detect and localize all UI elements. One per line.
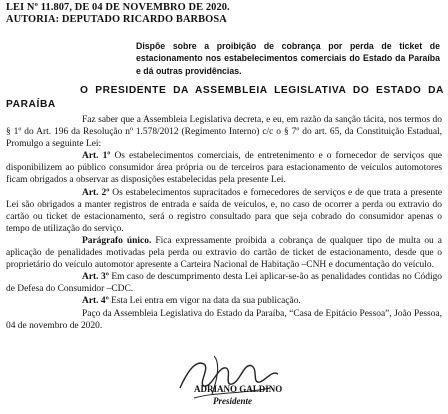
article-text: Os estabelecimentos supracitados e fornecedores de serviços e de que trata a presente Lei são obrigados a manter registros de entrada e saída de veículos, e, no caso de ocorrer a perda ou extravio do cartão ou ticket de estacionamento, será o registro consultado para que seja cobrado do consumidor apenas o tempo de utilização do serviço. bbox=[6, 187, 443, 234]
article-label: Art. 2º bbox=[82, 187, 110, 198]
article-text: Em caso de descumprimento desta Lei aplicar-se-ão as penalidades contidas no Código de Defesa do Consumidor –CDC. bbox=[6, 272, 443, 295]
intro-paragraph: Faz saber que a Assembleia Legislativa decreta, e eu, em razão da sanção tácita, nos termos do § 1º do Art. 196 da Resolução nº 1.578/2012 (Regimento Interno) c/c o § 7º do art. 65, da Constituição Estadual, Promulgo a seguinte Lei: bbox=[6, 115, 442, 150]
article-text: Esta Lei entra em vigor na data da sua publicação. bbox=[108, 296, 301, 307]
article-label: Art. 1º bbox=[82, 151, 111, 162]
article-3 bbox=[6, 271, 442, 295]
article-2 bbox=[6, 187, 442, 235]
article-label: Art. 4º bbox=[82, 296, 109, 307]
closing-paragraph: Paço da Assembleia Legislativa do Estado da Paraíba, “Casa de Epitácio Pessoa”, João Pessoa, 04 de novembro de 2020. bbox=[6, 308, 442, 331]
sole-paragraph bbox=[6, 235, 442, 271]
law-author: AUTORIA: DEPUTADO RICARDO BARBOSA bbox=[6, 14, 227, 25]
article-text: Fica expressamente proibida a cobrança de qualquer tipo de multa ou a aplicação de penalidades motivadas pela perda ou extravio do cartão de ticket de estacionamento, desde que o proprietário do veículo automotor apresente a Carteira Nacional de Habitação –CNH e documentação do veículo. bbox=[6, 235, 442, 271]
article-label: Parágrafo único. bbox=[82, 235, 152, 246]
article-4 bbox=[6, 295, 442, 307]
promulgation-heading: O PRESIDENTE DA ASSEMBLEIA LEGISLATIVA DO ESTADO DA PARAÍBA bbox=[6, 85, 444, 110]
law-body bbox=[6, 114, 442, 332]
article-1 bbox=[6, 150, 442, 186]
law-number: LEI Nº 11.807, DE 04 DE NOVEMBRO DE 2020. bbox=[6, 2, 230, 13]
article-text: Os estabelecimentos comerciais, de entretenimento e o fornecedor de serviços que disponibilizem ao público consumidor área própria ou de terceiros para estacionamento de veículos automotores ficam obrigados a observar as disposições estabelecidas pela presente Lei. bbox=[6, 151, 442, 186]
article-label: Art. 3º bbox=[82, 272, 109, 283]
signatory-name: ADRIANO GALDINO bbox=[194, 384, 283, 394]
signatory-title: Presidente bbox=[213, 396, 252, 406]
law-summary: Dispõe sobre a proibição de cobrança por perda de ticket de estacionamento nos estabelecimentos comerciais do Estado da Paraíba e dá outras providências. bbox=[136, 41, 440, 76]
